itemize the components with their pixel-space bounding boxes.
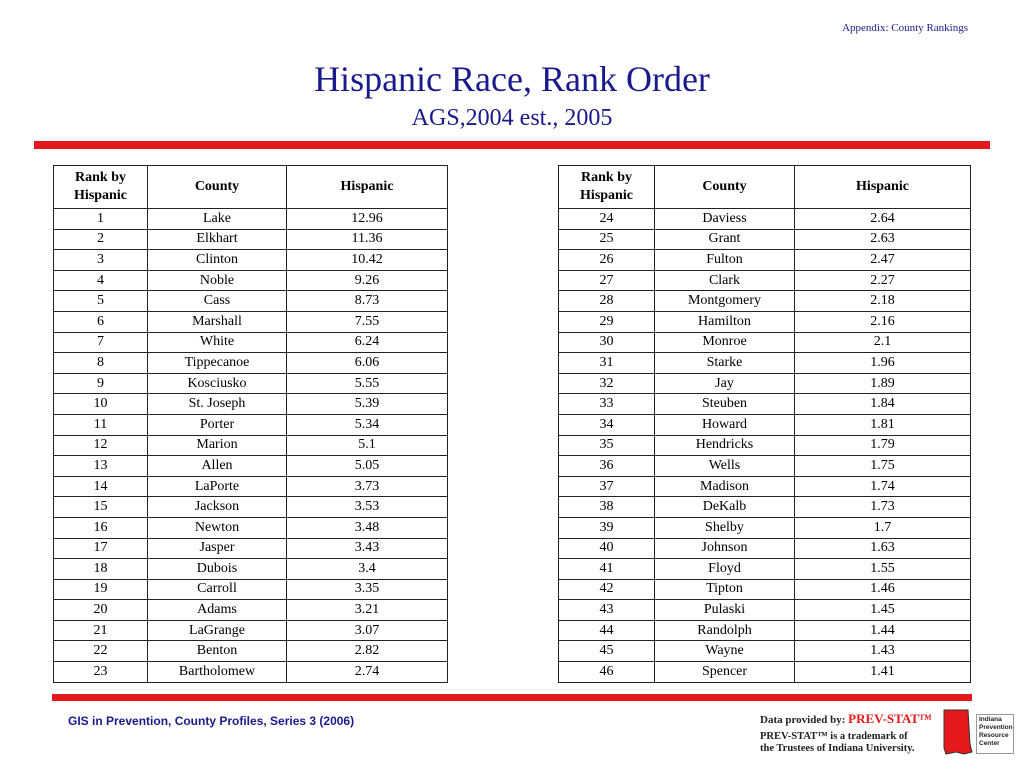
hispanic-cell: 2.27 (795, 270, 971, 291)
county-cell: Tippecanoe (148, 353, 287, 374)
hispanic-cell: 1.96 (795, 353, 971, 374)
rank-cell: 12 (54, 435, 148, 456)
rank-cell: 23 (54, 662, 148, 683)
rank-cell: 7 (54, 332, 148, 353)
table-row (54, 353, 448, 374)
rank-cell: 37 (559, 476, 655, 497)
table-row (559, 641, 971, 662)
rank-cell: 22 (54, 641, 148, 662)
bottom-divider (52, 694, 972, 701)
county-cell: Monroe (655, 332, 795, 353)
table-row (54, 250, 448, 271)
rank-cell: 16 (54, 517, 148, 538)
table-row (54, 229, 448, 250)
hispanic-cell: 1.44 (795, 620, 971, 641)
county-cell: Hendricks (655, 435, 795, 456)
page-title: Hispanic Race, Rank Order (314, 59, 710, 99)
rank-cell: 34 (559, 414, 655, 435)
hispanic-cell: 2.64 (795, 209, 971, 230)
table-row (54, 497, 448, 518)
table-row (559, 600, 971, 621)
hispanic-cell: 1.55 (795, 559, 971, 580)
rank-cell: 46 (559, 662, 655, 683)
column-header-rank: Rank by Hispanic (559, 166, 655, 209)
table-row (559, 332, 971, 353)
appendix-label: Appendix: County Rankings (842, 22, 968, 34)
table-row (559, 476, 971, 497)
hispanic-cell: 5.55 (287, 373, 448, 394)
county-cell: Starke (655, 353, 795, 374)
provided-brand: PREV-STAT™ (848, 711, 932, 726)
county-cell: White (148, 332, 287, 353)
hispanic-cell: 6.24 (287, 332, 448, 353)
rank-cell: 39 (559, 517, 655, 538)
hispanic-cell: 3.53 (287, 497, 448, 518)
county-cell: Howard (655, 414, 795, 435)
rank-cell: 6 (54, 311, 148, 332)
hispanic-cell: 12.96 (287, 209, 448, 230)
county-cell: Lake (148, 209, 287, 230)
table-row (54, 559, 448, 580)
county-cell: Shelby (655, 517, 795, 538)
hispanic-cell: 1.74 (795, 476, 971, 497)
rank-cell: 18 (54, 559, 148, 580)
rank-cell: 30 (559, 332, 655, 353)
rank-cell: 32 (559, 373, 655, 394)
top-divider (34, 141, 990, 149)
logo-text: Indiana Prevention Resource Center (976, 714, 1014, 754)
rank-cell: 44 (559, 620, 655, 641)
hispanic-cell: 3.4 (287, 559, 448, 580)
hispanic-cell: 3.07 (287, 620, 448, 641)
table-row (54, 414, 448, 435)
county-cell: Madison (655, 476, 795, 497)
rank-cell: 36 (559, 456, 655, 477)
rank-cell: 3 (54, 250, 148, 271)
county-cell: Cass (148, 291, 287, 312)
table-row (559, 662, 971, 683)
rank-cell: 15 (54, 497, 148, 518)
rank-cell: 45 (559, 641, 655, 662)
county-cell: Dubois (148, 559, 287, 580)
rank-cell: 26 (559, 250, 655, 271)
county-cell: LaGrange (148, 620, 287, 641)
trademark-line-1: PREV-STAT™ is a trademark of (760, 731, 908, 742)
hispanic-cell: 1.45 (795, 600, 971, 621)
table-row (54, 538, 448, 559)
table-row (559, 414, 971, 435)
county-cell: Porter (148, 414, 287, 435)
table-row (54, 311, 448, 332)
hispanic-cell: 3.48 (287, 517, 448, 538)
county-cell: LaPorte (148, 476, 287, 497)
county-cell: Wayne (655, 641, 795, 662)
rank-cell: 42 (559, 579, 655, 600)
table-row (559, 250, 971, 271)
table-row (559, 229, 971, 250)
county-cell: Bartholomew (148, 662, 287, 683)
rank-cell: 21 (54, 620, 148, 641)
table-row (54, 641, 448, 662)
table-row (54, 291, 448, 312)
table-row (559, 579, 971, 600)
hispanic-cell: 2.16 (795, 311, 971, 332)
hispanic-cell: 1.79 (795, 435, 971, 456)
table-row (559, 620, 971, 641)
county-cell: Spencer (655, 662, 795, 683)
county-cell: Hamilton (655, 311, 795, 332)
county-cell: Marion (148, 435, 287, 456)
rank-cell: 2 (54, 229, 148, 250)
county-cell: Montgomery (655, 291, 795, 312)
rank-cell: 31 (559, 353, 655, 374)
rank-cell: 28 (559, 291, 655, 312)
county-cell: Johnson (655, 538, 795, 559)
county-cell: Carroll (148, 579, 287, 600)
hispanic-cell: 2.82 (287, 641, 448, 662)
hispanic-cell: 3.73 (287, 476, 448, 497)
hispanic-cell: 6.06 (287, 353, 448, 374)
table-row (559, 270, 971, 291)
hispanic-cell: 11.36 (287, 229, 448, 250)
table-row (54, 600, 448, 621)
county-cell: Pulaski (655, 600, 795, 621)
column-header-county: County (148, 166, 287, 209)
county-cell: Benton (148, 641, 287, 662)
rank-cell: 33 (559, 394, 655, 415)
rank-cell: 10 (54, 394, 148, 415)
table-row (559, 497, 971, 518)
rank-cell: 8 (54, 353, 148, 374)
hispanic-cell: 1.84 (795, 394, 971, 415)
rank-cell: 41 (559, 559, 655, 580)
column-header-hispanic: Hispanic (287, 166, 448, 209)
table-row (54, 270, 448, 291)
column-header-rank: Rank by Hispanic (54, 166, 148, 209)
county-cell: Tipton (655, 579, 795, 600)
table-row (54, 579, 448, 600)
county-cell: Adams (148, 600, 287, 621)
county-cell: Kosciusko (148, 373, 287, 394)
table-row (54, 456, 448, 477)
county-cell: Randolph (655, 620, 795, 641)
rank-cell: 43 (559, 600, 655, 621)
hispanic-cell: 2.63 (795, 229, 971, 250)
county-cell: Daviess (655, 209, 795, 230)
hispanic-cell: 10.42 (287, 250, 448, 271)
rank-cell: 24 (559, 209, 655, 230)
rank-cell: 20 (54, 600, 148, 621)
county-cell: Jay (655, 373, 795, 394)
trademark-note (760, 731, 915, 755)
rank-table-right (558, 165, 971, 683)
hispanic-cell: 7.55 (287, 311, 448, 332)
hispanic-cell: 1.89 (795, 373, 971, 394)
hispanic-cell: 1.43 (795, 641, 971, 662)
column-header-county: County (655, 166, 795, 209)
county-cell: Elkhart (148, 229, 287, 250)
hispanic-cell: 1.63 (795, 538, 971, 559)
hispanic-cell: 5.05 (287, 456, 448, 477)
table-row (54, 209, 448, 230)
county-cell: Fulton (655, 250, 795, 271)
table-row (54, 517, 448, 538)
hispanic-cell: 3.35 (287, 579, 448, 600)
table-row (54, 435, 448, 456)
rank-cell: 5 (54, 291, 148, 312)
county-cell: Wells (655, 456, 795, 477)
table-row (54, 476, 448, 497)
rank-cell: 25 (559, 229, 655, 250)
hispanic-cell: 1.81 (795, 414, 971, 435)
rank-table-left (53, 165, 448, 683)
rank-cell: 27 (559, 270, 655, 291)
table-row (559, 373, 971, 394)
table-row (54, 332, 448, 353)
county-cell: Jasper (148, 538, 287, 559)
rank-cell: 9 (54, 373, 148, 394)
table-row (559, 517, 971, 538)
iprc-logo (940, 708, 1014, 756)
county-cell: Noble (148, 270, 287, 291)
hispanic-cell: 1.75 (795, 456, 971, 477)
hispanic-cell: 1.73 (795, 497, 971, 518)
rank-cell: 17 (54, 538, 148, 559)
table-row (54, 373, 448, 394)
page-subtitle: AGS,2004 est., 2005 (411, 105, 613, 131)
hispanic-cell: 8.73 (287, 291, 448, 312)
table-row (559, 456, 971, 477)
county-cell: Marshall (148, 311, 287, 332)
county-cell: Clark (655, 270, 795, 291)
county-cell: Jackson (148, 497, 287, 518)
hispanic-cell: 2.74 (287, 662, 448, 683)
hispanic-cell: 9.26 (287, 270, 448, 291)
rank-cell: 1 (54, 209, 148, 230)
table-row (54, 620, 448, 641)
column-header-hispanic: Hispanic (795, 166, 971, 209)
county-cell: Newton (148, 517, 287, 538)
hispanic-cell: 3.43 (287, 538, 448, 559)
hispanic-cell: 3.21 (287, 600, 448, 621)
table-row (54, 662, 448, 683)
hispanic-cell: 2.47 (795, 250, 971, 271)
hispanic-cell: 1.41 (795, 662, 971, 683)
hispanic-cell: 2.1 (795, 332, 971, 353)
rank-cell: 35 (559, 435, 655, 456)
table-row (559, 291, 971, 312)
table-row (559, 209, 971, 230)
county-cell: DeKalb (655, 497, 795, 518)
hispanic-cell: 1.7 (795, 517, 971, 538)
data-provided-line (760, 711, 932, 727)
hispanic-cell: 5.34 (287, 414, 448, 435)
county-cell: Floyd (655, 559, 795, 580)
county-cell: Clinton (148, 250, 287, 271)
hispanic-cell: 5.39 (287, 394, 448, 415)
hispanic-cell: 1.46 (795, 579, 971, 600)
trademark-line-2: the Trustees of Indiana University. (760, 743, 915, 754)
rank-cell: 11 (54, 414, 148, 435)
table-row (559, 538, 971, 559)
provided-label: Data provided by: (760, 714, 849, 726)
hispanic-cell: 2.18 (795, 291, 971, 312)
rank-cell: 38 (559, 497, 655, 518)
county-cell: St. Joseph (148, 394, 287, 415)
table-row (559, 311, 971, 332)
rank-cell: 13 (54, 456, 148, 477)
table-row (559, 353, 971, 374)
rank-cell: 29 (559, 311, 655, 332)
table-row (559, 435, 971, 456)
table-row (54, 394, 448, 415)
indiana-state-icon (942, 708, 974, 756)
table-row (559, 394, 971, 415)
hispanic-cell: 5.1 (287, 435, 448, 456)
table-row (559, 559, 971, 580)
county-cell: Steuben (655, 394, 795, 415)
county-cell: Grant (655, 229, 795, 250)
rank-cell: 19 (54, 579, 148, 600)
footer-series: GIS in Prevention, County Profiles, Series 3 (2006) (68, 714, 355, 728)
county-cell: Allen (148, 456, 287, 477)
rank-cell: 14 (54, 476, 148, 497)
rank-cell: 4 (54, 270, 148, 291)
rank-cell: 40 (559, 538, 655, 559)
